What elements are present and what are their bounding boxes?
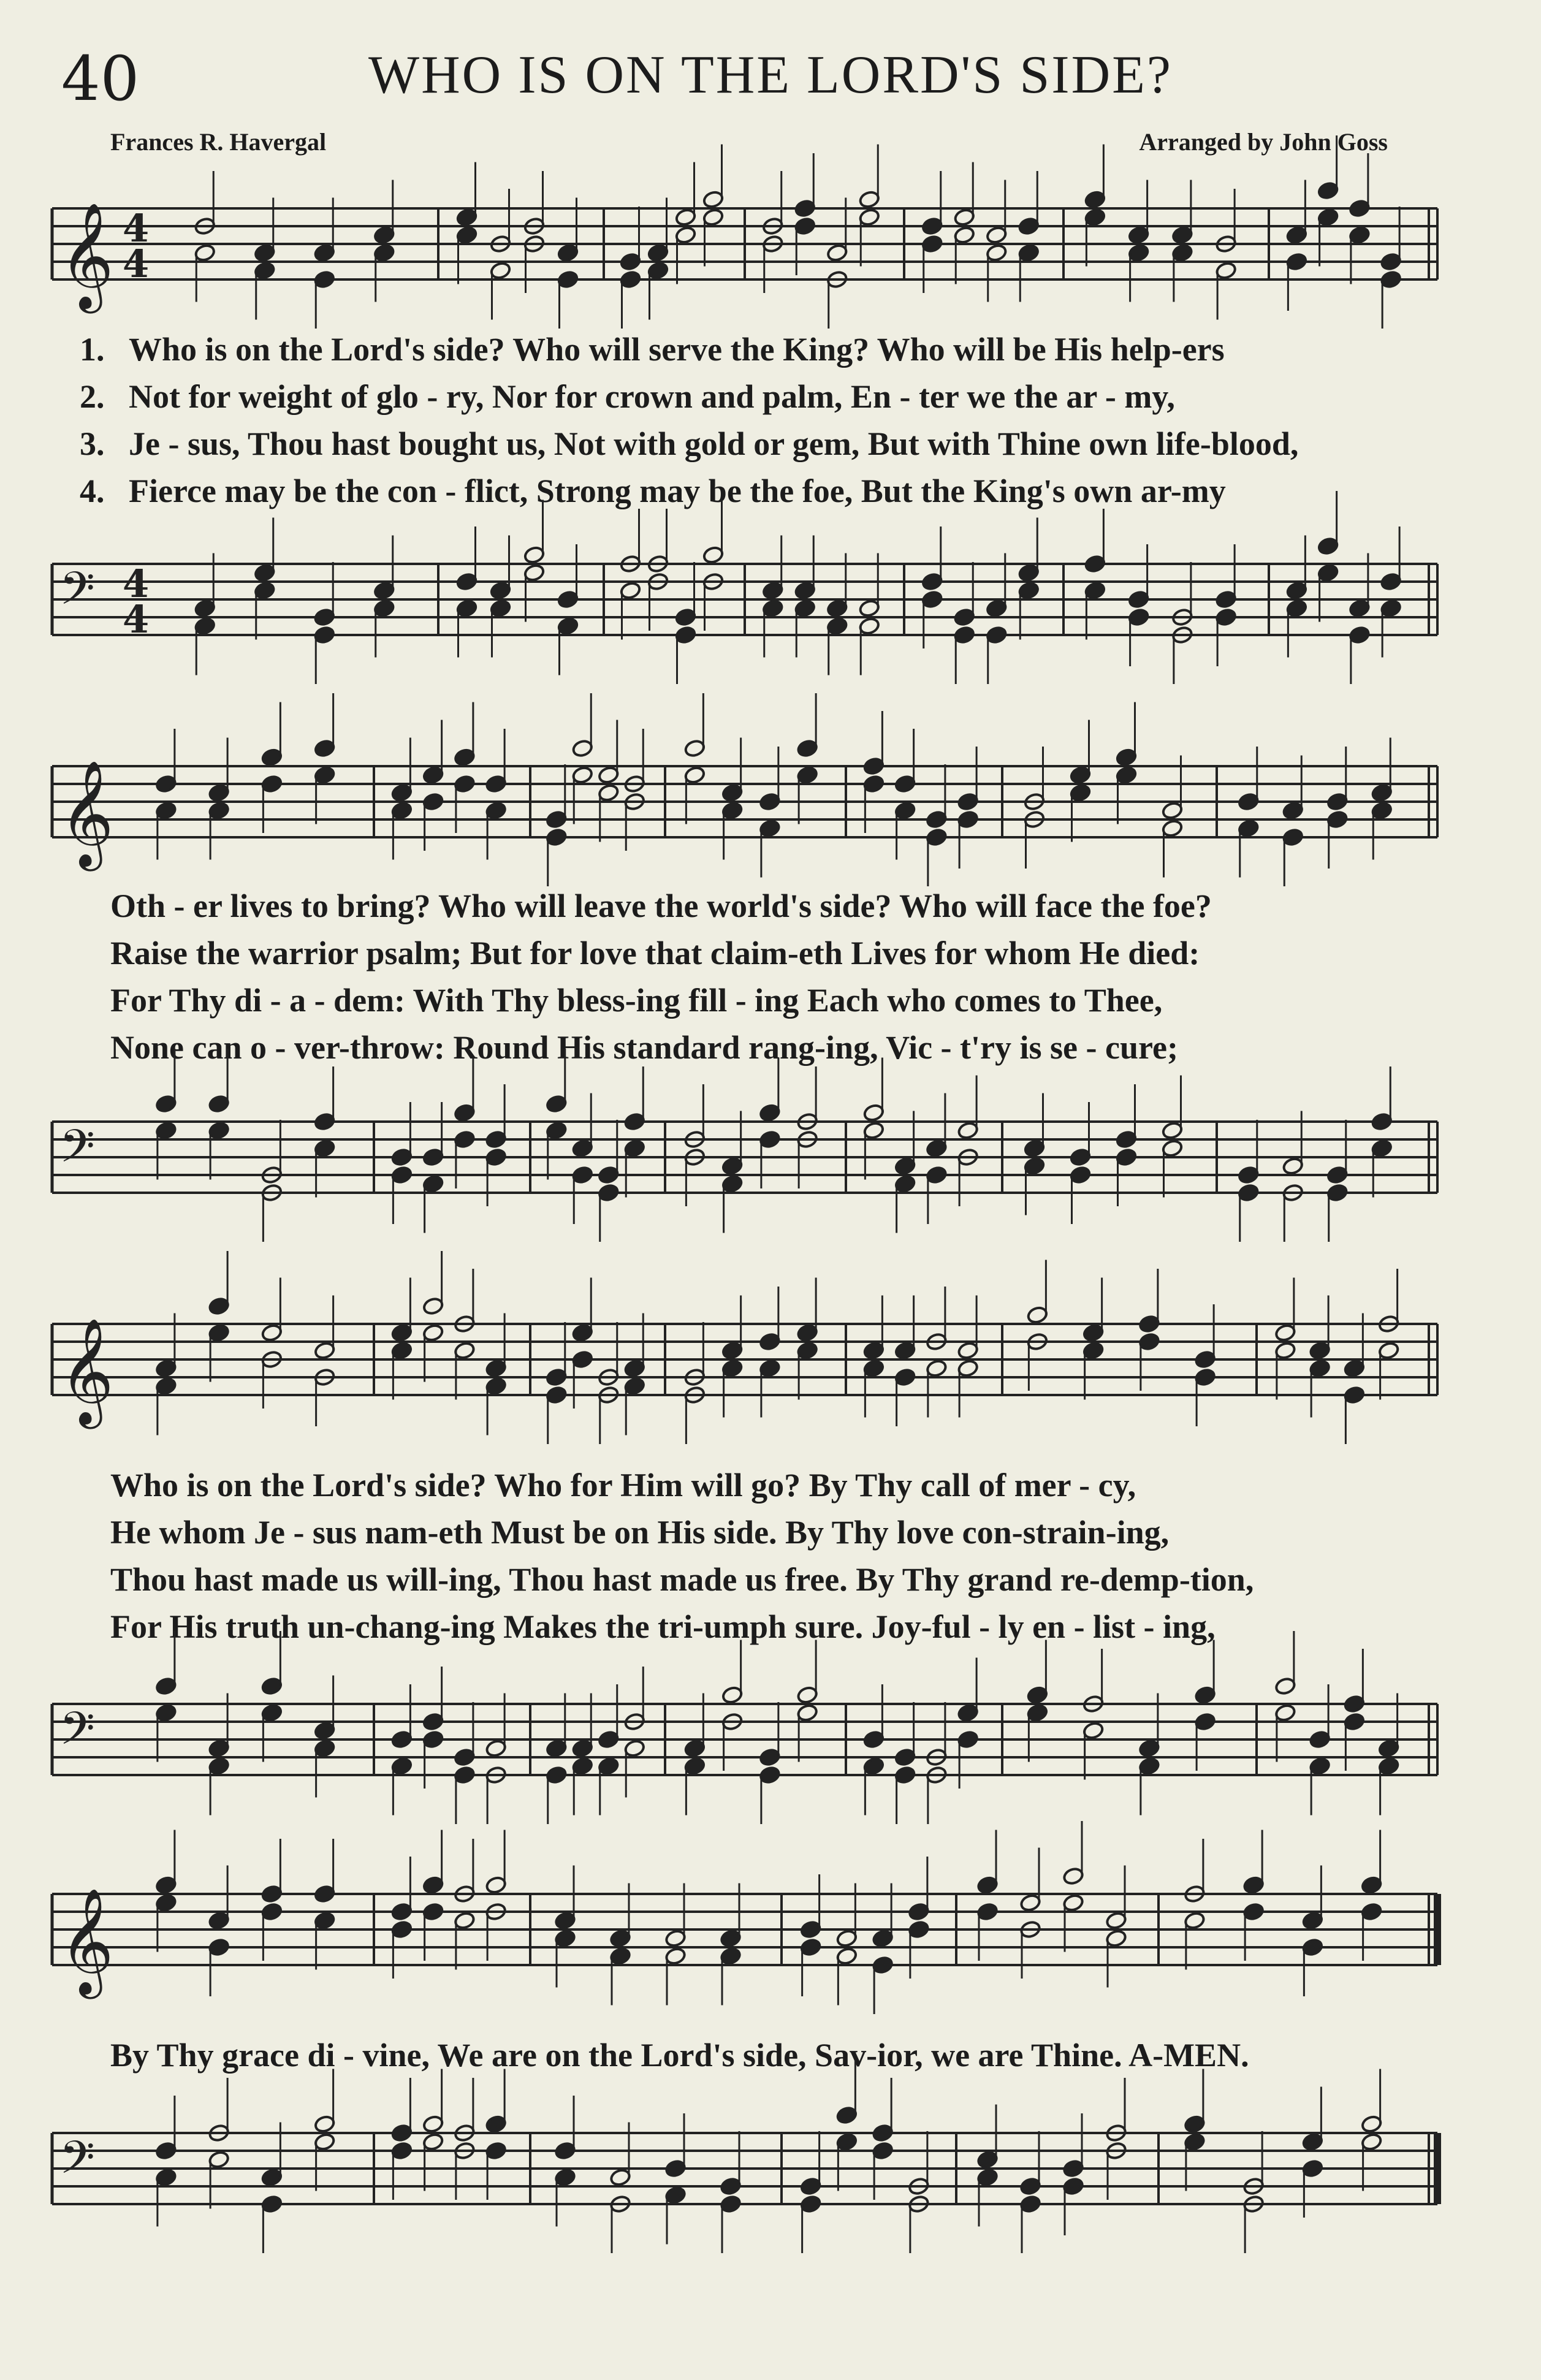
bass-clef-icon: 𝄢 [59,1120,95,1184]
lyric-line-verse-3 [110,977,1483,1024]
lyric-text: Thou hast made us will-ing, Thou hast made us free. By Thy grand re-demp-tion, [110,1561,1254,1598]
lyric-line-verse-1 [110,883,1483,930]
verse-number: 3. [80,425,105,462]
lyric-text: For His truth un-chang-ing Makes the tri-umph sure. Joy-ful - ly en - list - ing, [110,1608,1216,1645]
lyric-text: Who is on the Lord's side? Who for Him will go? By Thy call of mer - cy, [110,1467,1136,1504]
treble-clef-icon: 𝄞 [59,1318,114,1424]
bass-staff-system-3 [0,1679,1541,1802]
lyric-text: Je - sus, Thou hast bought us, Not with gold or gem, But with Thine own life-blood, [129,425,1299,462]
verse-number: 4. [80,473,105,509]
lyrics-system-4 [110,2036,1459,2074]
time-signature-top: 4 [123,206,150,251]
bass-clef-icon: 𝄢 [59,1702,95,1766]
treble-staff-system-4 [0,1869,1541,1992]
bass-staff-system-2 [0,1097,1541,1220]
lyric-text: Raise the warrior psalm; But for love that claim-eth Lives for whom He died: [110,935,1200,971]
bass-staff-system-1 [0,539,1541,662]
treble-staff-system-2 [0,742,1541,867]
verse-number: 1. [80,331,105,368]
lyric-text: None can o - ver-throw: Round His standard rang-ing, Vic - t'ry is se - cure; [110,1029,1178,1066]
bass-clef-icon: 𝄢 [59,2131,95,2196]
arranger-credit: Arranged by John Goss [1139,128,1388,156]
lyrics-system-3 [110,1462,1483,1651]
bass-staff-system-4 [0,2108,1541,2231]
lyric-line-verse-4 [80,468,1453,515]
treble-clef-icon: 𝄞 [59,202,114,309]
time-signature-bottom: 4 [123,241,150,286]
author-credit: Frances R. Havergal [110,128,327,156]
lyric-line-verse-2 [110,1509,1483,1556]
bass-clef-icon: 𝄢 [59,562,95,626]
lyric-line-verse-2 [80,373,1453,420]
hymn-title: WHO IS ON THE LORD'S SIDE? [368,45,1173,105]
page-number: 40 [61,43,140,115]
treble-clef-icon: 𝄞 [59,1888,114,1994]
lyric-text: Fierce may be the con - flict, Strong may be the foe, But the King's own ar-my [129,473,1226,509]
lyric-text: By Thy grace di - vine, We are on the Lord's side, Sav-ior, we are Thine. A-MEN. [110,2037,1249,2074]
treble-clef-icon: 𝄞 [59,760,114,867]
lyrics-system-1 [80,326,1453,515]
lyric-text: Oth - er lives to bring? Who will leave the world's side? Who will face the foe? [110,888,1212,924]
time-signature-bottom: 4 [123,597,150,642]
time-signature-top: 4 [123,561,150,606]
treble-staff-system-1 [0,184,1541,309]
lyric-line-verse-4 [110,1603,1483,1651]
treble-staff-system-3 [0,1299,1541,1422]
lyric-text: For Thy di - a - dem: With Thy bless-ing fill - ing Each who comes to Thee, [110,982,1163,1019]
lyric-line-verse-1 [80,326,1453,373]
lyric-line-verse-4 [110,1024,1483,1071]
lyric-line-verse-2 [110,930,1483,977]
lyric-line-verse-3 [80,420,1453,468]
lyric-line-verse-3 [110,1556,1483,1603]
lyric-text: Who is on the Lord's side? Who will serve the King? Who will be His help-ers [129,331,1225,368]
lyrics-system-2 [110,883,1483,1071]
verse-number: 2. [80,378,105,415]
lyric-line-verse-1 [110,1462,1483,1509]
lyric-text: He whom Je - sus nam-eth Must be on His side. By Thy love con-strain-ing, [110,1514,1170,1551]
lyric-text: Not for weight of glo - ry, Nor for crown and palm, En - ter we the ar - my, [129,378,1175,415]
